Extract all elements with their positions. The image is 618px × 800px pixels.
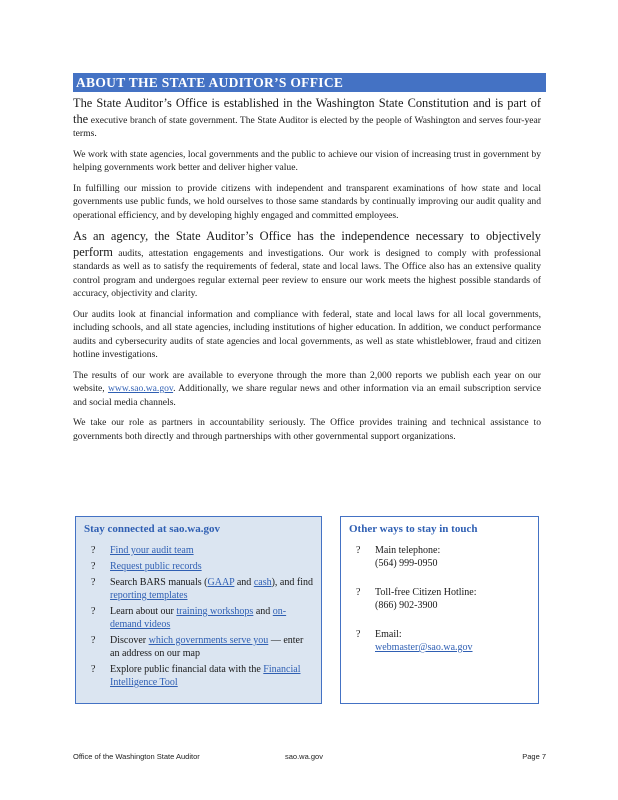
item-text: Search BARS manuals ( [110,577,208,588]
bullet-icon: ? [91,664,96,675]
bullet-icon: ? [356,587,361,598]
page [73,0,546,800]
email-link[interactable]: webmaster@sao.wa.gov [375,642,473,653]
bullet-icon: ? [91,635,96,646]
stay-connected-box [75,516,322,704]
paragraph-6 [73,369,541,410]
item-text: and [234,577,252,588]
on-demand-videos-link[interactable]: on-demand videos [110,606,287,630]
email-label: Email: [375,629,402,640]
paragraph-1-rest: executive branch of state government. The State Auditor is elected by the people of Washington and serves four-year terms. [73,114,541,139]
list-item [76,605,315,631]
page-footer [73,752,546,766]
hotline-number: (866) 902-3900 [375,600,438,611]
paragraph-6-text-a: The results of our work are available to everyone through the more than 2,000 reports we publish each year on our website, [73,369,541,394]
website-link[interactable]: www.sao.wa.gov [107,383,174,394]
stay-connected-list [76,544,321,689]
list-item [341,628,532,654]
phone-label: Main telephone: [375,545,441,556]
section-heading: ABOUT THE STATE AUDITOR’S OFFICE [73,73,546,92]
item-text: Learn about our [110,606,177,617]
list-item [76,576,315,602]
paragraph-4-lead: As an agency, the State Auditor’s Office has the independence necessary to objectively perform [73,229,541,259]
other-ways-box [340,516,539,704]
cash-link[interactable]: cash [253,577,272,588]
bullet-icon: ? [91,545,96,556]
paragraph-4-rest: audits, attestation engagements and investigations. Our work is designed to comply with professional standards as well as to satisfy the requirements of federal, state and local laws. The Office also has an extensive quality control program and undergoes regular external peer review to ensure our work meets the highest possible standards of accuracy, objectivity and clarity. [73,247,541,299]
footer-page-number: Page 7 [522,752,546,761]
item-text: ), and find [271,577,313,588]
bullet-icon: ? [356,545,361,556]
paragraph-7: We take our role as partners in accountability seriously. The Office provides training and technical assistance to governments both directly and through partnerships with other governmental support organizations. [73,417,541,442]
list-item [76,634,315,660]
item-text: and [255,606,273,617]
paragraph-5: Our audits look at financial information and compliance with federal, state and local laws for all local governments, including schools, and all state agencies, including institutions of higher education. In addition, we conduct performance audits and cybersecurity audits of state agencies and local governments, as well as state whistleblower, fraud and citizen hotline investigations. [73,308,541,360]
list-item [341,586,532,612]
paragraph-3: In fulfilling our mission to provide citizens with independent and transparent examinations of how state and local governments use public funds, we hold ourselves to those same standards by continually improving our audit quality and operational efficiency, and by developing highly engaged and committed employees. [73,182,541,221]
footer-website: sao.wa.gov [285,752,323,761]
item-text: Discover [110,635,149,646]
reporting-templates-link[interactable]: reporting templates [110,590,188,601]
item-text: Explore public financial data with the [110,664,264,675]
find-audit-team-link[interactable]: Find your audit team [110,545,194,556]
list-item [76,663,315,689]
paragraph-2: We work with state agencies, local governments and the public to achieve our vision of increasing trust in government by helping governments work better and deliver higher value. [73,148,541,173]
training-workshops-link[interactable]: training workshops [176,606,254,617]
contact-list [341,544,538,654]
paragraph-1-lead: The State Auditor’s Office is established in the Washington State Constitution and is part of the [73,96,541,126]
footer-office-name: Office of the Washington State Auditor [73,752,200,761]
list-item [76,544,315,557]
gaap-link[interactable]: GAAP [207,577,235,588]
bullet-icon: ? [91,561,96,572]
paragraph-4 [73,229,541,301]
which-governments-link[interactable]: which governments serve you [148,635,269,646]
item-text: — enter an address on our map [110,635,304,659]
paragraph-1 [73,96,541,141]
request-public-records-link[interactable]: Request public records [110,561,202,572]
phone-number: (564) 999-0950 [375,558,438,569]
bullet-icon: ? [356,629,361,640]
body-text [73,96,541,450]
list-item [341,544,532,570]
financial-intelligence-tool-link[interactable]: Financial Intelligence Tool [110,664,301,688]
paragraph-6-text-b: . Additionally, we share regular news and other information via an email subscription service and social media channels. [73,383,541,408]
bullet-icon: ? [91,606,96,617]
bullet-icon: ? [91,577,96,588]
list-item [76,560,315,573]
hotline-label: Toll-free Citizen Hotline: [375,587,477,598]
stay-connected-title: Stay connected at sao.wa.gov [84,523,220,535]
other-ways-title: Other ways to stay in touch [349,523,478,535]
